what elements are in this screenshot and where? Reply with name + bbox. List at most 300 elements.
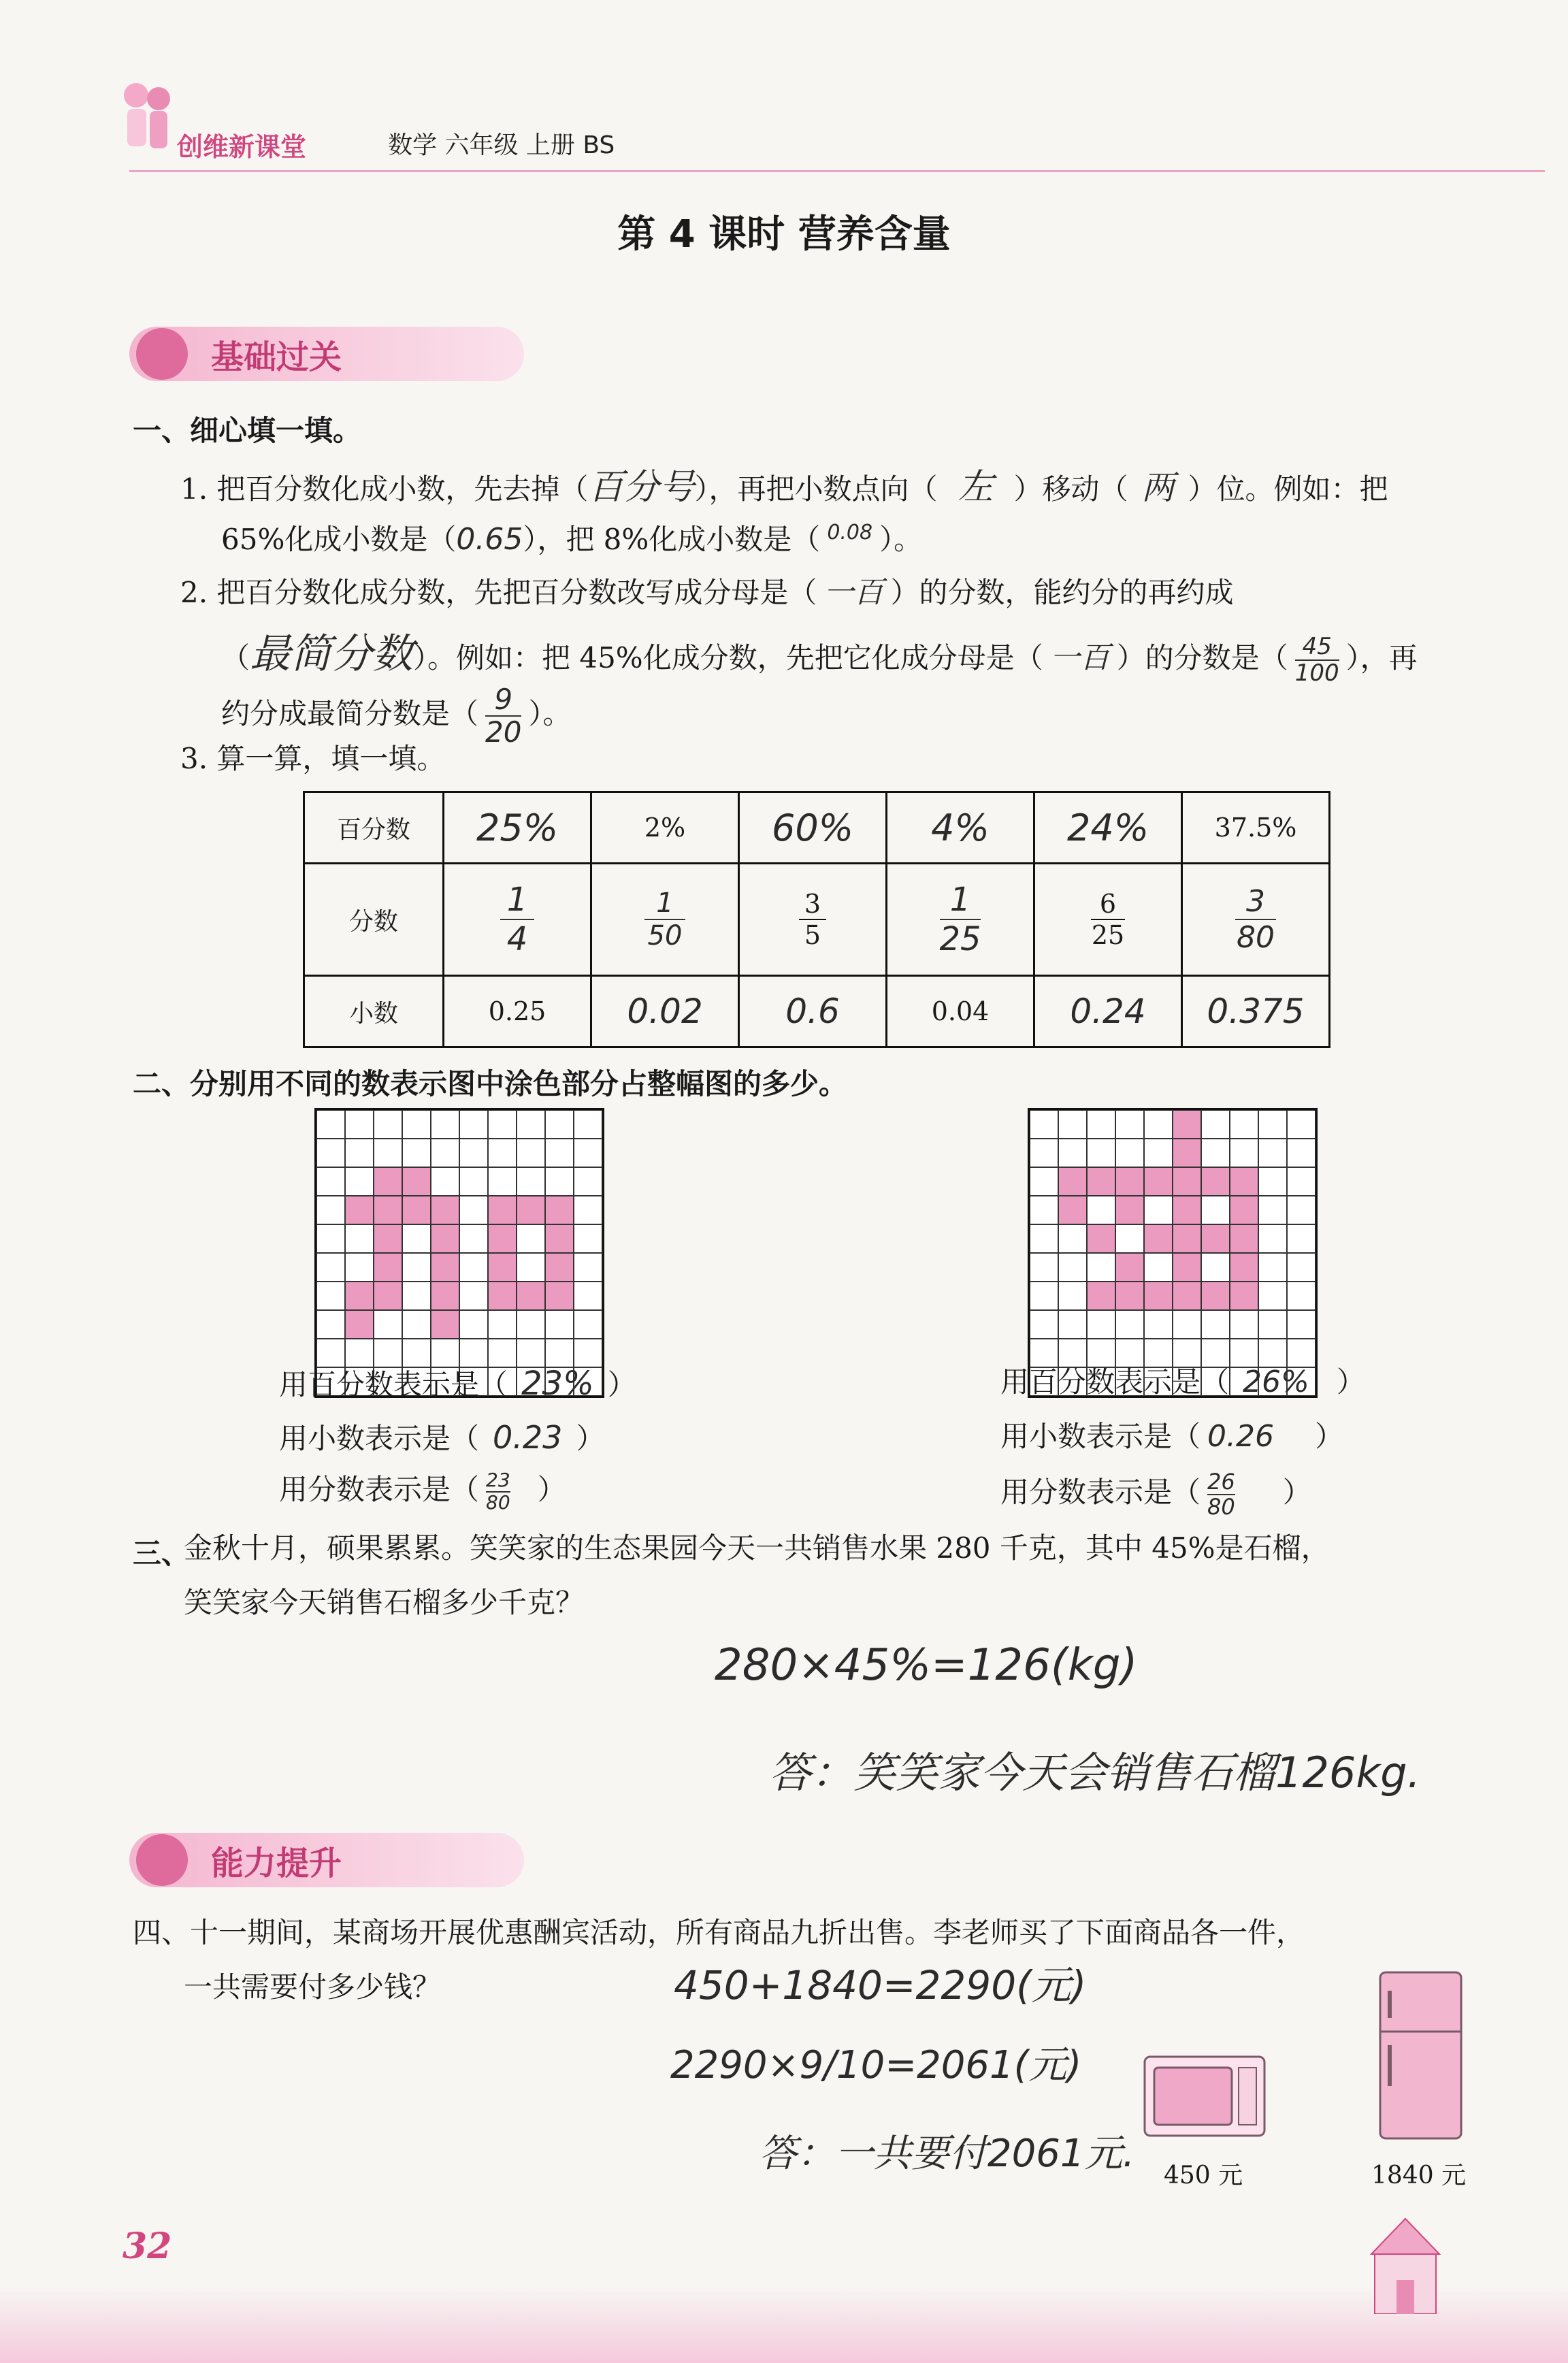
table-cell: [444, 864, 591, 976]
grid-cell: [1115, 1253, 1144, 1282]
grid-cell: [488, 1110, 517, 1139]
grid-cell: [1287, 1224, 1316, 1253]
grid-cell: [374, 1310, 402, 1339]
table-cell: 2%: [591, 792, 739, 864]
grid-cell: [1230, 1110, 1258, 1139]
grid-cell: [459, 1282, 488, 1310]
grid-cell: [545, 1167, 574, 1196]
grid-cell: [1144, 1339, 1173, 1367]
grid-cell: [1144, 1310, 1173, 1339]
grid-cell: [517, 1310, 545, 1339]
table-cell: 60%: [739, 792, 887, 864]
grid-cell: [488, 1139, 517, 1167]
label: 用百分数表示是（: [279, 1368, 508, 1401]
table-cell: 0.02: [591, 976, 739, 1047]
grid-cell: [1115, 1282, 1144, 1310]
grid-cell: [1287, 1196, 1316, 1224]
grid-cell: [1201, 1196, 1230, 1224]
grid-cell: [574, 1282, 602, 1310]
q1-item1-line2: [221, 521, 922, 558]
grid-cell: [1173, 1167, 1201, 1196]
grid-cell: [488, 1167, 517, 1196]
refrigerator-icon: [1378, 1970, 1463, 2140]
grid-cell: [1144, 1282, 1173, 1310]
grid-cell: [316, 1339, 345, 1367]
grid-cell: [488, 1339, 517, 1367]
text: ）: [1336, 1365, 1365, 1399]
text: ）的分数是（: [1116, 641, 1288, 674]
answer: 一百: [823, 575, 884, 610]
q4-text-line2: 一共需要付多少钱？: [184, 1970, 442, 2004]
q1-item2-line1: [180, 575, 1233, 611]
grid-cell: [1030, 1110, 1058, 1139]
numerator: 6: [1091, 889, 1125, 920]
grid-cell: [374, 1282, 402, 1310]
label: 用百分数表示是（: [1000, 1365, 1230, 1399]
table-cell: [591, 864, 739, 976]
grid-cell: [316, 1110, 345, 1139]
q2-left-percent: [279, 1365, 636, 1404]
grid-cell: [431, 1110, 459, 1139]
grid-cell: [1230, 1224, 1258, 1253]
q1-title: 一、细心填一填。: [133, 414, 362, 447]
grid-cell: [1030, 1339, 1058, 1367]
grid-cell: [545, 1282, 574, 1310]
grid-cell: [402, 1196, 431, 1224]
grid-cell: [1173, 1139, 1201, 1167]
grid-cell: [459, 1196, 488, 1224]
grid-cell: [1230, 1139, 1258, 1167]
grid-cell: [1058, 1339, 1087, 1367]
grid-cell: [517, 1282, 545, 1310]
row-label: 百分数: [304, 792, 444, 864]
grid-cell: [517, 1110, 545, 1139]
grid-cell: [459, 1253, 488, 1282]
denominator: 80: [1207, 1494, 1235, 1520]
q4-text-line1: 四、十一期间，某商场开展优惠酬宾活动，所有商品九折出售。李老师买了下面商品各一件，: [133, 1916, 1305, 1949]
grid-cell: [545, 1339, 574, 1367]
text: ）: [537, 1472, 566, 1506]
text: （: [221, 641, 250, 674]
q1-item3: 3. 算一算，填一填。: [180, 742, 446, 775]
refrigerator-price: 1840 元: [1371, 2162, 1467, 2189]
denominator: 25: [939, 920, 981, 958]
numerator: 45: [1295, 634, 1339, 661]
table-row: [304, 792, 1330, 864]
grid-cell: [1258, 1282, 1287, 1310]
grid-cell: [345, 1139, 374, 1167]
grid-cell: [574, 1196, 602, 1224]
grid-cell: [1287, 1339, 1316, 1367]
grid-cell: [1201, 1110, 1230, 1139]
numerator: 26: [1207, 1469, 1235, 1495]
text: ）: [607, 1368, 636, 1401]
answer: 一百: [1049, 640, 1110, 675]
grid-cell: [1230, 1196, 1258, 1224]
grid-cell: [517, 1196, 545, 1224]
grid-cell: [1173, 1110, 1201, 1139]
grid-cell: [1087, 1282, 1115, 1310]
lesson-title: 第 4 课时 营养含量: [617, 212, 951, 257]
grid-cell: [459, 1224, 488, 1253]
grid-cell: [1287, 1282, 1316, 1310]
grid-cell: [1287, 1253, 1316, 1282]
table-cell: [739, 864, 887, 976]
microwave-icon: [1143, 2055, 1266, 2137]
grid-cell: [1201, 1167, 1230, 1196]
grid-cell: [574, 1310, 602, 1339]
answer-fraction: [1288, 634, 1346, 687]
text: ）移动（: [1013, 472, 1128, 506]
grid-cell: [1287, 1310, 1316, 1339]
grid-cell: [1173, 1339, 1201, 1367]
grid-cell: [402, 1310, 431, 1339]
grid-cell: [1115, 1224, 1144, 1253]
grid-cell: [1087, 1196, 1115, 1224]
answer: 26%: [1243, 1365, 1309, 1399]
grid-cell: [1173, 1253, 1201, 1282]
row-label: 分数: [304, 864, 444, 976]
grid-cell: [1087, 1310, 1115, 1339]
grid-cell: [1144, 1167, 1173, 1196]
q3-text-line2: 笑笑家今天销售石榴多少千克？: [184, 1586, 585, 1619]
text: ）: [1314, 1420, 1343, 1453]
grid-cell: [517, 1224, 545, 1253]
grid-cell: [345, 1196, 374, 1224]
q4-work-line2: 2290×9/10=2061(元): [670, 2043, 1082, 2087]
numerator: 1: [644, 887, 685, 920]
grid-cell: [488, 1310, 517, 1339]
grid-cell: [316, 1139, 345, 1167]
grid-cell: [1287, 1139, 1316, 1167]
grid-cell: [1201, 1310, 1230, 1339]
grid-cell: [1115, 1139, 1144, 1167]
grid-cell: [345, 1339, 374, 1367]
grid-cell: [1173, 1224, 1201, 1253]
denominator: 25: [1091, 920, 1125, 950]
grid-cell: [1058, 1310, 1087, 1339]
numerator: 1: [940, 881, 981, 920]
grid-cell: [1173, 1282, 1201, 1310]
q4-work-line3: 答：一共要付2061元.: [759, 2132, 1135, 2176]
grid-cell: [1258, 1110, 1287, 1139]
grid-cell: [517, 1339, 545, 1367]
grid-cell: [1144, 1139, 1173, 1167]
grid-cell: [1230, 1310, 1258, 1339]
text: 1. 把百分数化成小数，先去掉（: [180, 472, 589, 506]
grid-cell: [545, 1253, 574, 1282]
q1-item2-line2: [221, 630, 1418, 686]
table-cell: 24%: [1034, 792, 1182, 864]
grid-cell: [431, 1224, 459, 1253]
grid-cell: [1258, 1196, 1287, 1224]
grid-cell: [316, 1224, 345, 1253]
grid-cell: [345, 1110, 374, 1139]
trophy-icon: [136, 1834, 188, 1886]
answer: 0.26: [1207, 1419, 1274, 1454]
q2-left-fraction: [279, 1470, 566, 1514]
numerator: 9: [485, 684, 521, 717]
grid-cell: [316, 1167, 345, 1196]
table-cell: 0.04: [887, 976, 1034, 1047]
table-cell: 25%: [444, 792, 591, 864]
q1-item2-line3: [221, 684, 571, 748]
grid-cell: [1144, 1110, 1173, 1139]
grid-cell: [1201, 1139, 1230, 1167]
text: ），再把小数点向（: [694, 472, 938, 506]
grid-cell: [431, 1282, 459, 1310]
grid-cell: [1201, 1224, 1230, 1253]
grid-cell: [431, 1139, 459, 1167]
grid-cell: [374, 1224, 402, 1253]
page-number: 32: [122, 2226, 172, 2267]
grid-cell: [1230, 1339, 1258, 1367]
section-badge-basic: [129, 327, 524, 381]
denominator: 50: [647, 920, 683, 951]
numerator: 3: [799, 889, 826, 920]
grid-cell: [1144, 1196, 1173, 1224]
grid-cell: [1230, 1253, 1258, 1282]
grid-cell: [574, 1224, 602, 1253]
q2-right-fraction: [1000, 1470, 1311, 1519]
grid-cell: [1201, 1253, 1230, 1282]
text: ）位。例如：把: [1188, 472, 1388, 506]
table-cell: 0.375: [1182, 976, 1330, 1047]
grid-cell: [1087, 1167, 1115, 1196]
grid-cell: [1287, 1110, 1316, 1139]
grid-cell: [316, 1253, 345, 1282]
answer-fraction: [1200, 1470, 1283, 1519]
grid-cell: [1258, 1139, 1287, 1167]
grid-cell: [402, 1167, 431, 1196]
grid-cell: [374, 1139, 402, 1167]
denominator: 80: [486, 1490, 510, 1514]
graduation-cap-icon: [136, 328, 188, 380]
grid-cell: [402, 1139, 431, 1167]
grid-cell: [345, 1253, 374, 1282]
answer: 最简分数: [250, 630, 414, 678]
grid-cell: [374, 1253, 402, 1282]
q1-item1-line1: [180, 466, 1388, 508]
grid-cell: [431, 1310, 459, 1339]
text: ），把 8%化成小数是（: [523, 523, 821, 556]
grid-cell: [1087, 1110, 1115, 1139]
label: 用小数表示是（: [1000, 1420, 1201, 1453]
q3-number: 三、: [133, 1537, 191, 1570]
grid-cell: [1030, 1282, 1058, 1310]
grid-cell: [1030, 1139, 1058, 1167]
grid-cell: [1087, 1339, 1115, 1367]
grid-cell: [1115, 1110, 1144, 1139]
grid-cell: [1115, 1196, 1144, 1224]
grid-cell: [1173, 1196, 1201, 1224]
grid-cell: [402, 1224, 431, 1253]
grid-cell: [1258, 1253, 1287, 1282]
grid-cell: [545, 1310, 574, 1339]
grid-cell: [1230, 1282, 1258, 1310]
denominator: 4: [506, 920, 528, 958]
grid-cell: [374, 1110, 402, 1139]
text: ）: [1282, 1476, 1311, 1510]
grid-cell: [488, 1282, 517, 1310]
grid-cell: [488, 1224, 517, 1253]
grid-cell: [402, 1110, 431, 1139]
grid-cell: [1087, 1253, 1115, 1282]
castle-decoration-icon: [1361, 2212, 1450, 2314]
grid-cell: [1087, 1139, 1115, 1167]
grid-cell: [1201, 1339, 1230, 1367]
grid-cell: [374, 1167, 402, 1196]
header-divider: [129, 170, 1545, 172]
grid-cell: [1115, 1167, 1144, 1196]
table-row: [304, 864, 1330, 976]
section-label: 基础过关: [211, 338, 342, 376]
grid-cell: [1115, 1310, 1144, 1339]
table-cell: 37.5%: [1182, 792, 1330, 864]
numerator: 3: [1235, 884, 1276, 920]
grid-cell: [574, 1253, 602, 1282]
denominator: 80: [1237, 920, 1275, 955]
grid-cell: [374, 1339, 402, 1367]
q3-text-line1: 金秋十月，硕果累累。笑笑家的生态果园今天一共销售水果 280 千克，其中 45%是石榴，: [184, 1531, 1330, 1565]
grid-cell: [1087, 1224, 1115, 1253]
grid-cell: [1030, 1224, 1058, 1253]
grid-cell: [1058, 1139, 1087, 1167]
grid-cell: [316, 1310, 345, 1339]
denominator: 100: [1294, 659, 1339, 687]
grid-cell: [545, 1224, 574, 1253]
section-badge-advanced: [129, 1833, 524, 1887]
shaded-grid-left: [314, 1108, 604, 1398]
label: 用分数表示是（: [1000, 1476, 1201, 1510]
grid-cell: [1258, 1224, 1287, 1253]
grid-cell: [574, 1167, 602, 1196]
table-cell: 0.6: [739, 976, 887, 1047]
grid-cell: [545, 1196, 574, 1224]
answer: 0.65: [456, 522, 523, 557]
grid-cell: [431, 1167, 459, 1196]
text: ），再: [1345, 641, 1418, 674]
grid-cell: [1058, 1167, 1087, 1196]
grid-cell: [1287, 1167, 1316, 1196]
q2-title: 二、分别用不同的数表示图中涂色部分占整幅图的多少。: [133, 1067, 848, 1101]
microwave-price: 450 元: [1164, 2162, 1243, 2189]
grid-cell: [545, 1110, 574, 1139]
grid-cell: [1144, 1253, 1173, 1282]
table-cell: [1182, 864, 1330, 976]
row-label: 小数: [304, 976, 444, 1047]
q3-work-answer: 答：笑笑家今天会销售石榴126kg.: [769, 1748, 1421, 1797]
q2-right-decimal: [1000, 1419, 1343, 1455]
grid-cell: [1058, 1110, 1087, 1139]
grid-cell: [1030, 1196, 1058, 1224]
grid-cell: [1258, 1339, 1287, 1367]
grid-cell: [1030, 1253, 1058, 1282]
conversion-table: [303, 791, 1330, 1048]
label: 用小数表示是（: [279, 1422, 480, 1455]
grid-cell: [431, 1196, 459, 1224]
grid-cell: [431, 1253, 459, 1282]
answer-fraction: [479, 1470, 538, 1514]
grid-cell: [402, 1253, 431, 1282]
grid-cell: [1115, 1339, 1144, 1367]
table-cell: [1034, 864, 1182, 976]
label: 用分数表示是（: [279, 1472, 480, 1506]
grid-cell: [459, 1167, 488, 1196]
grid-cell: [316, 1282, 345, 1310]
grid-cell: [345, 1167, 374, 1196]
text: ）: [576, 1422, 605, 1455]
denominator: 20: [485, 715, 522, 749]
grid-cell: [1058, 1196, 1087, 1224]
text: ）的分数，能约分的再约成: [890, 576, 1234, 609]
grid-cell: [1058, 1224, 1087, 1253]
grid-cell: [517, 1253, 545, 1282]
grid-cell: [459, 1139, 488, 1167]
answer: 0.08: [827, 521, 873, 544]
grid-cell: [1144, 1224, 1173, 1253]
answer: 23%: [521, 1365, 594, 1403]
text: ）。: [528, 697, 572, 731]
grid-cell: [345, 1224, 374, 1253]
text: 65%化成小数是（: [221, 523, 457, 556]
shaded-grid-right: [1028, 1108, 1318, 1398]
grid-cell: [1258, 1167, 1287, 1196]
text: 2. 把百分数化成分数，先把百分数改写成分母是（: [180, 576, 817, 609]
grid-cell: [574, 1339, 602, 1367]
grid-cell: [459, 1339, 488, 1367]
grid-cell: [345, 1310, 374, 1339]
grid-cell: [517, 1167, 545, 1196]
grid-cell: [459, 1110, 488, 1139]
answer-fraction: [478, 684, 528, 748]
table-row: [304, 976, 1330, 1047]
table-cell: [887, 864, 1034, 976]
grid-cell: [517, 1139, 545, 1167]
grid-cell: [1030, 1167, 1058, 1196]
grid-cell: [574, 1139, 602, 1167]
grid-cell: [374, 1196, 402, 1224]
grid-cell: [402, 1282, 431, 1310]
section-label: 能力提升: [211, 1844, 342, 1883]
grid-cell: [402, 1339, 431, 1367]
header-brand: 创维新课堂: [177, 132, 307, 162]
header-subtitle: 数学 六年级 上册 BS: [388, 131, 615, 159]
table-cell: 4%: [887, 792, 1034, 864]
grid-cell: [1258, 1310, 1287, 1339]
grid-cell: [1058, 1282, 1087, 1310]
footer-decoration: [0, 2287, 1568, 2363]
text: 约分成最简分数是（: [221, 697, 479, 731]
grid-cell: [1058, 1253, 1087, 1282]
answer: 左: [958, 467, 994, 508]
text: ）。例如：把 45%化成分数，先把它化成分母是（: [413, 641, 1043, 674]
text: ）。: [879, 523, 923, 556]
q3-work-calculation: 280×45%=126(kg): [715, 1640, 1138, 1691]
denominator: 5: [804, 920, 821, 950]
numerator: 23: [486, 1469, 510, 1491]
grid-cell: [459, 1310, 488, 1339]
answer: 两: [1141, 469, 1175, 507]
grid-cell: [1173, 1310, 1201, 1339]
grid-cell: [431, 1339, 459, 1367]
table-cell: 0.24: [1034, 976, 1182, 1047]
grid-cell: [488, 1253, 517, 1282]
q2-left-decimal: [279, 1419, 604, 1456]
q4-work-line1: 450+1840=2290(元): [674, 1962, 1087, 2008]
grid-cell: [545, 1139, 574, 1167]
q2-right-percent: [1000, 1365, 1365, 1401]
